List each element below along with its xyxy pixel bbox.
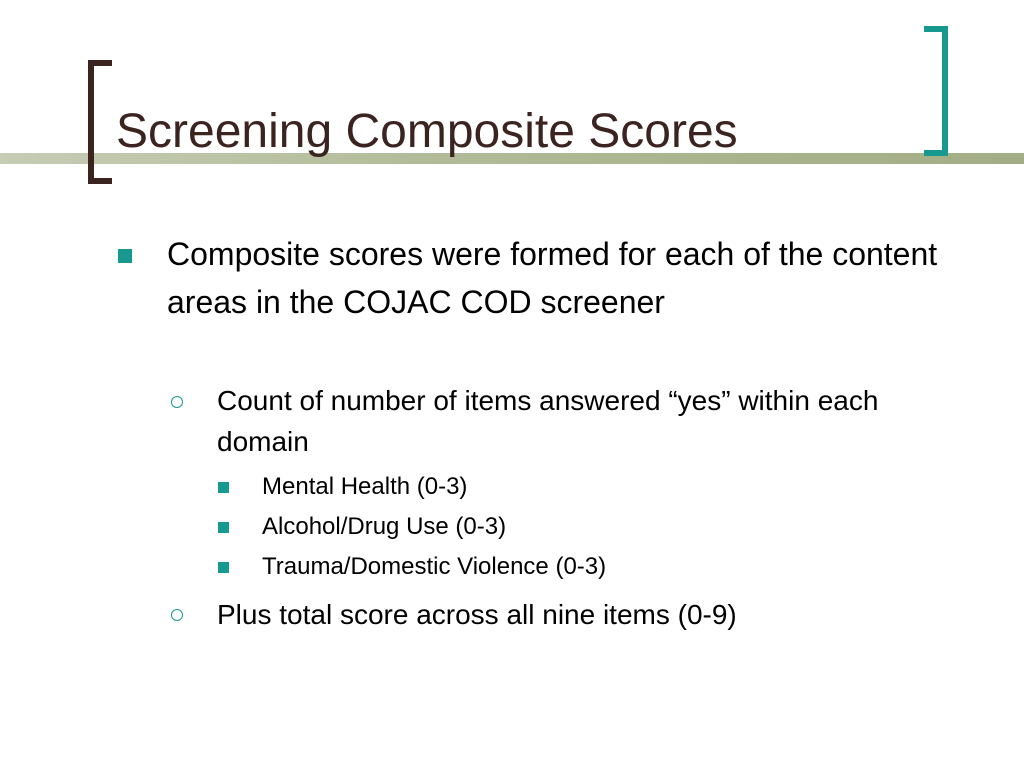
ring-bullet-icon xyxy=(171,609,183,621)
ring-bullet-icon xyxy=(171,396,183,408)
square-bullet-icon xyxy=(218,522,229,533)
square-bullet-icon xyxy=(218,482,229,493)
bullet-level1-text: Composite scores were formed for each of the content areas in the COJAC COD screener xyxy=(167,236,938,320)
square-bullet-icon xyxy=(218,562,229,573)
slide-title: Screening Composite Scores xyxy=(116,105,738,158)
bullet-level3-text: Alcohol/Drug Use (0-3) xyxy=(262,513,507,540)
bullet-level2-text: Plus total score across all nine items (0-9) xyxy=(217,599,737,630)
bullet-level3-text: Trauma/Domestic Violence (0-3) xyxy=(262,553,607,580)
bullet-level2-text: Count of number of items answered “yes” within each domain xyxy=(217,385,879,457)
bullet-level3-text: Mental Health (0-3) xyxy=(262,473,468,500)
square-bullet-icon xyxy=(118,249,132,263)
